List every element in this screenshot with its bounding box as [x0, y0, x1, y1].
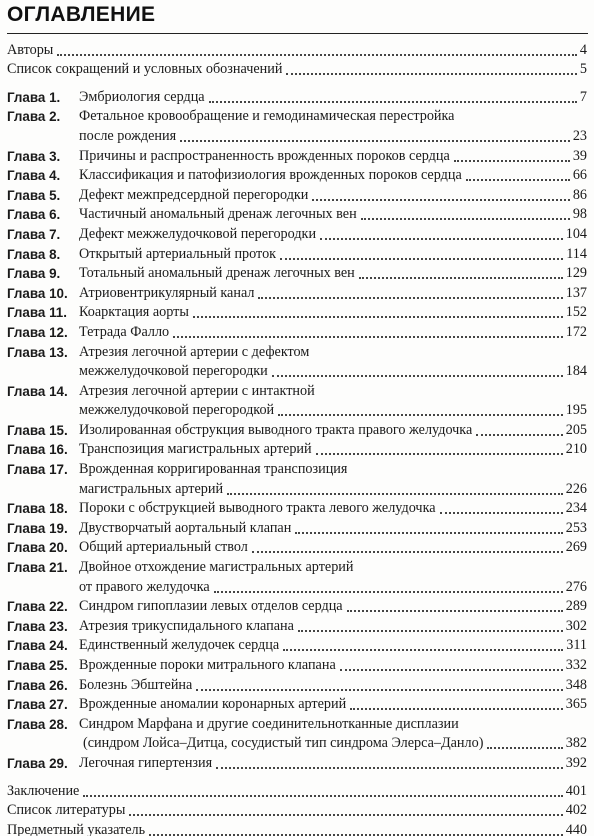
- chapter-title: Изолированная обструкция выводного тракта правого желудочка: [79, 421, 473, 438]
- toc-chapter-continuation[interactable]: [7, 734, 587, 754]
- chapter-label: Глава 13.: [7, 344, 68, 360]
- dot-leader: [361, 217, 570, 220]
- page-number: 184: [565, 363, 587, 380]
- toc-chapter-entry[interactable]: [7, 518, 587, 538]
- chapter-title: Открытый артериальный проток: [79, 245, 277, 262]
- dot-leader: [214, 590, 563, 593]
- toc-chapter-entry[interactable]: [7, 557, 587, 577]
- chapter-title: Атрезия легочной артерии с дефектом: [79, 343, 310, 360]
- chapter-title-continued: межжелудочковой перегородкой: [79, 402, 275, 419]
- page-number: 66: [572, 167, 587, 184]
- chapter-title: Врожденная корригированная транспозиция: [79, 461, 348, 478]
- chapter-title: Причины и распространенность врожденных пороков сердца: [79, 147, 450, 164]
- toc-chapter-entry[interactable]: [7, 381, 587, 401]
- toc-chapter-entry[interactable]: [7, 205, 587, 225]
- toc-entry[interactable]: [7, 40, 587, 60]
- chapter-label: Глава 17.: [7, 462, 68, 478]
- toc-entry[interactable]: [7, 820, 587, 836]
- dot-leader: [193, 315, 563, 318]
- dot-leader: [454, 159, 570, 162]
- chapter-title: Классификация и патофизиология врожденных пороков сердца: [79, 167, 462, 184]
- dot-leader: [180, 139, 570, 142]
- dot-leader: [316, 452, 563, 455]
- page-number: 332: [565, 657, 587, 673]
- chapter-label: Глава 20.: [7, 540, 68, 556]
- chapter-title: Синдром гипоплазии левых отделов сердца: [79, 598, 343, 615]
- chapter-title: Эмбриология сердца: [79, 88, 205, 105]
- toc-chapter-entry[interactable]: [7, 303, 587, 323]
- toc-chapter-entry[interactable]: [7, 146, 587, 166]
- dot-leader: [280, 257, 563, 260]
- chapter-title: Легочная гипертензия: [79, 754, 213, 771]
- toc-chapter-entry[interactable]: [7, 538, 587, 558]
- toc-chapter-entry[interactable]: [7, 459, 587, 479]
- dot-leader: [129, 813, 562, 816]
- dot-leader: [278, 413, 563, 416]
- page-number: 7: [579, 88, 587, 105]
- chapter-title: Транспозиция магистральных артерий: [79, 441, 312, 458]
- chapter-title-continued: после рождения: [79, 127, 177, 144]
- table-of-contents: [7, 40, 587, 836]
- chapter-label: Глава 8.: [7, 246, 61, 262]
- chapter-title: Общий артериальный ствол: [79, 539, 248, 556]
- page-number: 114: [566, 245, 587, 262]
- chapter-label: Глава 23.: [7, 618, 68, 634]
- chapter-label: Глава 15.: [7, 422, 68, 438]
- dot-leader: [196, 688, 562, 691]
- page-title: ОГЛАВЛЕНИЕ: [7, 3, 156, 26]
- dot-leader: [227, 492, 563, 495]
- chapter-title: Атрезия легочной артерии с интактной: [79, 382, 315, 399]
- page-number: 234: [565, 500, 587, 517]
- chapter-label: Глава 18.: [7, 501, 68, 517]
- entry-title: Предметный указатель: [7, 821, 146, 836]
- chapter-title: Врожденные аномалии коронарных артерий: [79, 696, 347, 713]
- page-number: 302: [565, 617, 587, 634]
- chapter-label: Глава 22.: [7, 599, 68, 615]
- dot-leader: [340, 668, 563, 671]
- toc-chapter-entry[interactable]: [7, 107, 587, 127]
- dot-leader: [298, 629, 563, 632]
- chapter-title: Тотальный аномальный дренаж легочных вен: [79, 265, 355, 282]
- toc-chapter-entry[interactable]: [7, 616, 587, 636]
- chapter-label: Глава 28.: [7, 716, 68, 732]
- page-number: 172: [565, 323, 587, 340]
- toc-chapter-entry[interactable]: [7, 675, 587, 695]
- page-number: 205: [565, 421, 587, 438]
- toc-chapter-entry[interactable]: [7, 499, 587, 519]
- toc-chapter-entry[interactable]: [7, 87, 587, 107]
- dot-leader: [440, 511, 563, 514]
- entry-title: Список литературы: [7, 802, 126, 819]
- page-number: 137: [565, 284, 587, 301]
- chapter-label: Глава 11.: [7, 305, 67, 321]
- page-number: 382: [565, 735, 587, 752]
- toc-chapter-entry[interactable]: [7, 283, 587, 303]
- dot-leader: [149, 833, 563, 836]
- chapter-title: Единственный желудочек сердца: [79, 637, 280, 654]
- dot-leader: [359, 276, 563, 279]
- toc-chapter-entry[interactable]: [7, 342, 587, 362]
- chapter-title-continued: магистральных артерий: [79, 480, 224, 497]
- chapter-label: Глава 2.: [7, 109, 61, 125]
- dot-leader: [347, 609, 563, 612]
- toc-chapter-entry[interactable]: [7, 695, 587, 715]
- dot-leader: [57, 53, 577, 56]
- page-number: 195: [565, 402, 587, 419]
- chapter-label: Глава 9.: [7, 266, 61, 282]
- page-number: 311: [566, 637, 587, 654]
- chapter-label: Глава 5.: [7, 187, 61, 203]
- page-number: 129: [565, 265, 587, 282]
- page-number: 348: [565, 676, 587, 693]
- chapter-label: Глава 25.: [7, 658, 68, 673]
- page-number: 276: [565, 578, 587, 595]
- toc-chapter-entry[interactable]: [7, 224, 587, 244]
- page-number: 98: [572, 206, 587, 223]
- dot-leader: [295, 531, 562, 534]
- page-number: 289: [565, 598, 587, 615]
- toc-chapter-entry[interactable]: [7, 420, 587, 440]
- toc-entry[interactable]: [7, 801, 587, 821]
- toc-chapter-continuation[interactable]: [7, 577, 587, 597]
- page-number: 226: [565, 480, 587, 497]
- chapter-title: Врожденные пороки митрального клапана: [79, 657, 336, 673]
- toc-chapter-entry[interactable]: [7, 244, 587, 264]
- chapter-title-continued: межжелудочковой перегородки: [79, 363, 268, 380]
- chapter-title: Частичный аномальный дренаж легочных вен: [79, 206, 357, 223]
- page-number: 104: [565, 225, 587, 242]
- section-gap: [7, 773, 587, 781]
- page-number: 210: [565, 441, 587, 458]
- title-rule: [7, 33, 588, 34]
- chapter-label: Глава 29.: [7, 755, 68, 771]
- toc-chapter-continuation[interactable]: [7, 401, 587, 421]
- page-number: 23: [572, 127, 587, 144]
- chapter-label: Глава 4.: [7, 168, 61, 184]
- toc-chapter-continuation[interactable]: [7, 479, 587, 499]
- toc-chapter-continuation[interactable]: [7, 126, 587, 146]
- chapter-label: Глава 3.: [7, 148, 61, 164]
- dot-leader: [83, 794, 562, 797]
- toc-entry[interactable]: [7, 781, 587, 801]
- dot-leader: [320, 237, 563, 240]
- chapter-title: Пороки с обструкцией выводного тракта левого желудочка: [79, 500, 436, 517]
- chapter-title: Дефект межпредсердной перегородки: [79, 186, 309, 203]
- toc-chapter-continuation[interactable]: [7, 362, 587, 382]
- dot-leader: [466, 178, 570, 181]
- chapter-label: Глава 6.: [7, 207, 61, 223]
- entry-title: Заключение: [7, 782, 80, 799]
- toc-chapter-entry[interactable]: [7, 655, 587, 675]
- dot-leader: [173, 335, 563, 338]
- page-number: 392: [565, 754, 587, 771]
- toc-chapter-entry[interactable]: [7, 753, 587, 773]
- chapter-title: Тетрада Фалло: [79, 323, 170, 340]
- page-number: 440: [565, 821, 587, 836]
- dot-leader: [286, 72, 576, 75]
- toc-chapter-entry[interactable]: [7, 185, 587, 205]
- chapter-title: Дефект межжелудочковой перегородки: [79, 225, 317, 242]
- page-number: 5: [579, 61, 587, 78]
- page-number: 365: [565, 696, 587, 713]
- page-number: 269: [565, 539, 587, 556]
- toc-chapter-entry[interactable]: [7, 440, 587, 460]
- dot-leader: [209, 100, 577, 103]
- entry-title: Список сокращений и условных обозначений: [7, 61, 283, 78]
- toc-chapter-entry[interactable]: [7, 636, 587, 656]
- page-number: 402: [565, 802, 587, 819]
- chapter-title: Двойное отхождение магистральных артерий: [79, 559, 354, 576]
- page-number: 86: [572, 186, 587, 203]
- chapter-title-continued: (синдром Лойса–Дитца, сосудистый тип синдрома Элерса–Данло): [83, 735, 484, 752]
- entry-title: Авторы: [7, 41, 54, 58]
- dot-leader: [312, 198, 569, 201]
- chapter-label: Глава 16.: [7, 442, 68, 458]
- chapter-label: Глава 24.: [7, 638, 68, 654]
- chapter-label: Глава 19.: [7, 520, 68, 536]
- chapter-label: Глава 1.: [7, 89, 61, 105]
- chapter-label: Глава 27.: [7, 697, 68, 713]
- toc-chapter-entry[interactable]: [7, 322, 587, 342]
- dot-leader: [258, 296, 562, 299]
- chapter-title: Болезнь Эбштейна: [79, 676, 193, 693]
- chapter-label: Глава 12.: [7, 324, 68, 340]
- page-number: 401: [565, 782, 587, 799]
- dot-leader: [272, 374, 563, 377]
- dot-leader: [216, 766, 563, 769]
- toc-entry[interactable]: [7, 60, 587, 80]
- chapter-title: Коарктация аорты: [79, 304, 189, 321]
- chapter-label: Глава 10.: [7, 285, 68, 301]
- dot-leader: [350, 707, 563, 710]
- chapter-label: Глава 14.: [7, 383, 68, 399]
- chapter-title: Синдром Марфана и другие соединительнотканные дисплазии: [79, 715, 459, 732]
- page-number: 39: [572, 147, 587, 164]
- toc-chapter-entry[interactable]: [7, 597, 587, 617]
- page-number: 253: [565, 519, 587, 536]
- chapter-title-continued: от правого желудочка: [79, 578, 210, 595]
- toc-chapter-entry[interactable]: [7, 166, 587, 186]
- dot-leader: [487, 746, 562, 749]
- toc-chapter-entry[interactable]: [7, 714, 587, 734]
- chapter-label: Глава 21.: [7, 560, 68, 576]
- dot-leader: [476, 433, 562, 436]
- chapter-label: Глава 7.: [7, 226, 61, 242]
- chapter-title: Атриовентрикулярный канал: [79, 284, 255, 301]
- dot-leader: [283, 648, 563, 651]
- chapter-title: Двустворчатый аортальный клапан: [79, 519, 292, 536]
- page-number: 4: [579, 41, 587, 58]
- chapter-title: Фетальное кровообращение и гемодинамическая перестройка: [79, 108, 455, 125]
- section-gap: [7, 79, 587, 87]
- chapter-title: Атрезия трикуспидального клапана: [79, 617, 294, 634]
- dot-leader: [252, 550, 563, 553]
- toc-chapter-entry[interactable]: [7, 264, 587, 284]
- chapter-label: Глава 26.: [7, 677, 68, 693]
- page-number: 152: [565, 304, 587, 321]
